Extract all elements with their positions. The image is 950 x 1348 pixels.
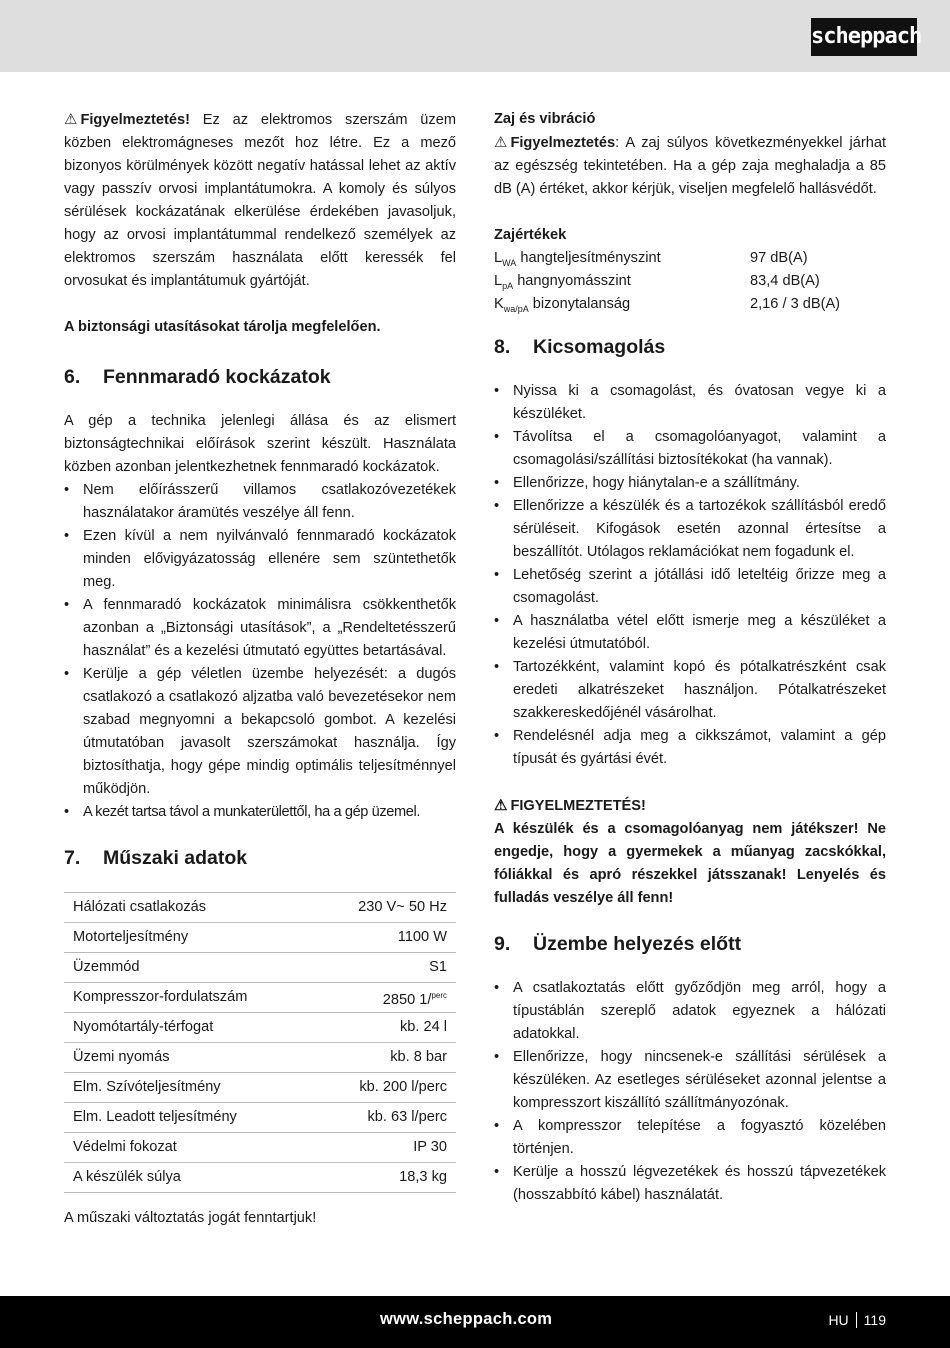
spec-value: S1 <box>316 953 456 983</box>
section-9-heading <box>494 931 886 957</box>
table-row <box>64 1103 456 1133</box>
list-item: • Lehetőség szerint a jótállási idő leteltéig őrizze meg a csomagolást. <box>494 564 886 610</box>
list-item: • Ellenőrizze a készülék és a tartozékok szállításból eredő sérüléseit. Kifogások esetén azonnal értesítse a beszállítót. Utólagos reklamációkat nem fogadunk el. <box>494 495 886 564</box>
list-item: • A fennmaradó kockázatok minimálisra csökkenthetők azonban a „Biztonsági utasítások”, a „Rendeltetésszerű használat” és a kezelési útmutató együttes betartásával. <box>64 594 456 663</box>
right-column <box>494 108 886 1207</box>
table-row <box>64 923 456 953</box>
list-item: • A kompresszor telepítése a fogyasztó közelében történjen. <box>494 1115 886 1161</box>
noise-values-heading: Zajértékek <box>494 227 567 243</box>
emf-warning-text: Ez az elektromos szerszám üzem közben elektromágneses mezőt hoz létre. Ez a mező bizonyos körülmények között negatív hatással lehet az aktív vagy passzív orvosi implantátumokra. A komoly és súlyos sérülések kockázatának elkerülése érdekében javasoljuk, hogy az orvosi implantátummal rendelkező személyek az elektromos szerszám használata előtt keressék fel orvosukat és implantátumuk gyártóját. <box>64 112 456 289</box>
noise-warning-label: Figyelmeztetés <box>510 135 616 151</box>
page-number: 119 <box>863 1312 886 1328</box>
section-8-number: 8. <box>494 336 511 358</box>
table-row <box>64 1073 456 1103</box>
list-item: • Nem előírásszerű villamos csatlakozóvezetékek használatakor áramütés veszélye áll fenn. <box>64 479 456 525</box>
section-8-heading <box>494 334 886 360</box>
section-8-list <box>494 380 886 771</box>
spec-value: 230 V~ 50 Hz <box>316 893 456 923</box>
noise-value: 83,4 dB(A) <box>750 273 820 289</box>
warning-triangle-icon: ⚠ <box>64 111 78 128</box>
list-item: • Kerülje a gép véletlen üzembe helyezését: a dugós csatlakozó a csatlakozó aljzatba való bevezetésekor nem szabad megnyomni a bekapcsoló gombot. A kezelési útmutatóban javasolt szerszámokat használja. Így biztosíthatja, hogy gépe mindig optimális teljesítménnyel működjön. <box>64 663 456 801</box>
tech-data-table <box>64 892 456 1193</box>
section-6-list <box>64 479 456 824</box>
spec-label: Nyomótartály-térfogat <box>64 1013 316 1043</box>
noise-key <box>494 247 750 270</box>
noise-value-row <box>494 247 886 270</box>
spec-label: Hálózati csatlakozás <box>64 893 316 923</box>
section-8-title: Kicsomagolás <box>533 336 666 358</box>
spec-label: Elm. Leadott teljesítmény <box>64 1103 316 1133</box>
noise-values-list <box>494 247 886 316</box>
section-7-number: 7. <box>64 847 81 869</box>
noise-warning <box>494 131 886 201</box>
spec-label: Elm. Szívóteljesítmény <box>64 1073 316 1103</box>
page-separator <box>856 1312 857 1328</box>
table-row <box>64 1043 456 1073</box>
noise-label: bizonytalanság <box>528 296 631 312</box>
noise-key <box>494 270 750 293</box>
noise-heading: Zaj és vibráció <box>494 111 596 127</box>
section-9-list <box>494 977 886 1207</box>
section-9-number: 9. <box>494 933 511 955</box>
spec-unit-superscript: perc <box>431 990 447 1000</box>
noise-warning-text: : A zaj súlyos következményekkel járhat az egészség tekintetében. Ha a gép zaja meghaladja a 85 dB (A) értéket, akkor kérjük, viseljen megfelelő hallásvédőt. <box>494 135 886 197</box>
noise-value-row <box>494 270 886 293</box>
noise-subscript: pA <box>502 280 514 291</box>
packaging-warning-title <box>494 794 886 818</box>
spec-label: Üzemi nyomás <box>64 1043 316 1073</box>
spec-value: IP 30 <box>316 1133 456 1163</box>
spec-value: 1100 W <box>316 923 456 953</box>
spec-label: Üzemmód <box>64 953 316 983</box>
list-item: • Ellenőrizze, hogy nincsenek-e szállítási sérülések a készüléken. Az esetleges sérüléseket azonnal jelentse a kompresszort kiszállító szállítmányozónak. <box>494 1046 886 1115</box>
section-6-heading <box>64 364 456 390</box>
page-indicator <box>828 1312 886 1328</box>
packaging-warning-label: FIGYELMEZTETÉS! <box>510 798 646 814</box>
noise-value-row <box>494 293 886 316</box>
section-9-title: Üzembe helyezés előtt <box>533 933 742 955</box>
spec-value: 2850 1/ <box>382 991 432 1008</box>
list-item: • A kezét tartsa távol a munkaterülettől, ha a gép üzemel. <box>64 801 456 824</box>
footer-bar <box>0 1296 950 1348</box>
spec-value: kb. 63 l/perc <box>316 1103 456 1133</box>
noise-value: 97 dB(A) <box>750 250 808 266</box>
warning-triangle-icon: ⚠ <box>494 134 508 151</box>
spec-label: Védelmi fokozat <box>64 1133 316 1163</box>
noise-symbol: L <box>494 273 503 289</box>
language-code: HU <box>828 1312 849 1328</box>
emf-warning <box>64 108 456 293</box>
warning-triangle-icon: ⚠ <box>494 797 508 814</box>
table-row <box>64 983 456 1013</box>
noise-label: hangnyomásszint <box>513 273 631 289</box>
tech-change-note: A műszaki változtatás jogát fenntartjuk! <box>64 1210 317 1226</box>
section-7-heading <box>64 845 456 871</box>
section-7-title: Műszaki adatok <box>103 847 248 869</box>
list-item: • Ezen kívül a nem nyilvánvaló fennmaradó kockázatok minden elővigyázatosság ellenére sem szüntethetők meg. <box>64 525 456 594</box>
spec-value: kb. 200 l/perc <box>316 1073 456 1103</box>
table-row <box>64 1013 456 1043</box>
noise-value: 2,16 / 3 dB(A) <box>750 296 841 312</box>
noise-symbol: K <box>494 296 504 312</box>
section-6-title: Fennmaradó kockázatok <box>103 366 331 388</box>
footer-url[interactable]: www.scheppach.com <box>380 1310 553 1328</box>
list-item: • Kerülje a hosszú légvezetékek és hosszú tápvezetékek (hosszabbító kábel) használatát. <box>494 1161 886 1207</box>
noise-label: hangteljesítményszint <box>516 250 661 266</box>
noise-subscript: WA <box>502 257 517 268</box>
spec-value-cell <box>316 983 456 1013</box>
list-item: • Ellenőrizze, hogy hiánytalan-e a szállítmány. <box>494 472 886 495</box>
spec-label: Motorteljesítmény <box>64 923 316 953</box>
list-item: • Rendelésnél adja meg a cikkszámot, valamint a gép típusát és gyártási évét. <box>494 725 886 771</box>
header-bar <box>0 0 950 72</box>
spec-value: 18,3 kg <box>316 1163 456 1193</box>
emf-warning-label: Figyelmeztetés! <box>80 112 190 128</box>
storage-note: A biztonsági utasításokat tárolja megfelelően. <box>64 319 381 335</box>
table-row <box>64 1133 456 1163</box>
table-row <box>64 953 456 983</box>
noise-symbol: L <box>494 250 503 266</box>
section-6-intro: A gép a technika jelenlegi állása és az elismert biztonságtechnikai előírások szerint készült. Használata közben azonban jelentkezhetnek fennmaradó kockázatok. <box>64 413 456 475</box>
spec-label: A készülék súlya <box>64 1163 316 1193</box>
table-row <box>64 1163 456 1193</box>
list-item: • Távolítsa el a csomagolóanyagot, valamint a csomagolási/szállítási biztosítékokat (ha vannak). <box>494 426 886 472</box>
spec-label: Kompresszor-fordulatszám <box>64 983 316 1013</box>
brand-logo: scheppach <box>811 18 917 56</box>
section-6-number: 6. <box>64 366 81 388</box>
list-item: • A csatlakoztatás előtt győződjön meg arról, hogy a típustáblán szereplő adatok egyeznek a hálózati adatokkal. <box>494 977 886 1046</box>
spec-value: kb. 24 l <box>316 1013 456 1043</box>
noise-key <box>494 293 750 316</box>
noise-subscript: wa/pA <box>503 303 529 314</box>
table-row <box>64 893 456 923</box>
list-item: • Nyissa ki a csomagolást, és óvatosan vegye ki a készüléket. <box>494 380 886 426</box>
list-item: • Tartozékként, valamint kopó és pótalkatrészként csak eredeti alkatrészeket használjon. Pótalkatrészeket szakkereskedőjénél vásárolhat. <box>494 656 886 725</box>
spec-value: kb. 8 bar <box>316 1043 456 1073</box>
left-column <box>64 108 456 1230</box>
packaging-warning-text: A készülék és a csomagolóanyag nem játékszer! Ne engedje, hogy a gyermekek a műanyag zacskókkal, fóliákkal és apró részekkel játsszanak! Lenyelés és fulladás veszélye áll fenn! <box>494 821 886 906</box>
list-item: • A használatba vétel előtt ismerje meg a készüléket a kezelési útmutatóból. <box>494 610 886 656</box>
